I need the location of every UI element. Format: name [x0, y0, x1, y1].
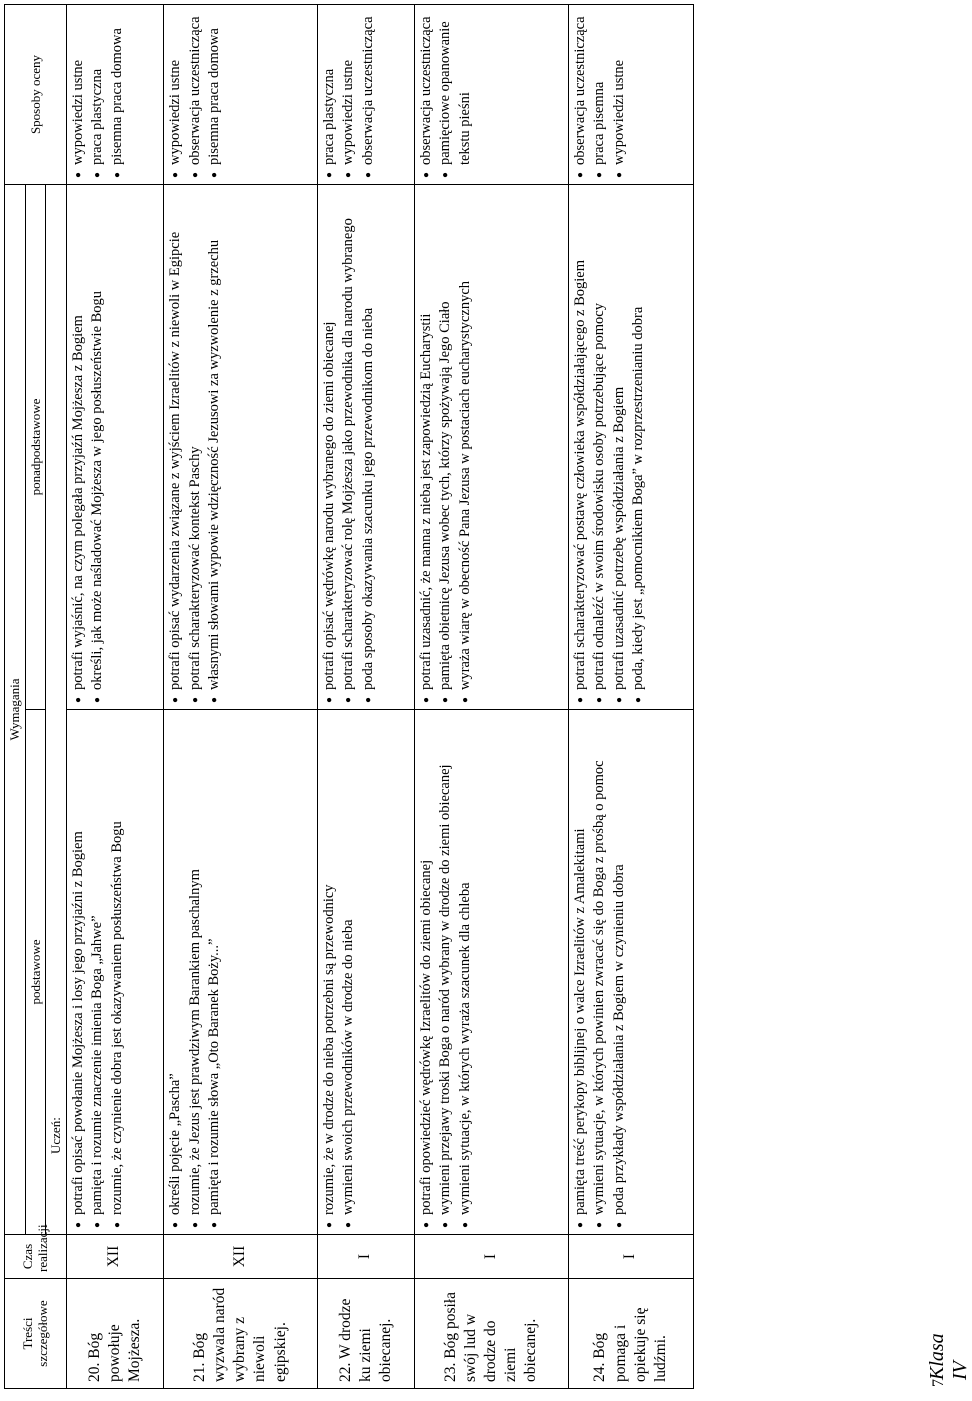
- assessment-cell: [317, 5, 414, 185]
- table-row: [317, 5, 414, 1389]
- topic-cell: 22. W drodze ku ziemi obiecanej.: [317, 1279, 414, 1389]
- time-cell: I: [317, 1235, 414, 1279]
- advanced-requirements-cell-list: [320, 191, 379, 703]
- list-item: ● potrafi odnaleźć w swoim środowisku osoby potrzebujące pomocy: [590, 191, 610, 690]
- topic-cell: 20. Bóg powołuje Mojżesza.: [66, 1279, 163, 1389]
- basic-requirements-cell: [414, 710, 568, 1235]
- table-body: [66, 5, 693, 1389]
- assessment-cell-list: [571, 11, 630, 178]
- list-item: ● wymieni przejawy troski Boga o naród wybrany w drodze do ziemi obiecanej: [436, 716, 456, 1215]
- list-item: ● pamięta treść perykopy biblijnej o walce Izraelitów z Amalekitami: [571, 716, 591, 1215]
- advanced-requirements-cell: [66, 185, 163, 710]
- list-item: ● obserwacja uczestnicząca: [571, 11, 591, 165]
- topic-cell: 21. Bóg wyzwala naród wybrany z niewoli egipskiej.: [164, 1279, 318, 1389]
- list-item: ● własnymi słowami wypowie wdzięczność Jezusowi za wyzwolenie z grzechu: [205, 191, 225, 690]
- list-item: ● pamięciowe opanowanie tekstu pieśni: [436, 11, 475, 165]
- advanced-requirements-cell-list: [571, 191, 649, 703]
- header-row-2: [25, 5, 46, 1389]
- table-row: [568, 5, 694, 1389]
- list-item: ● potrafi opisać wędrówkę narodu wybranego do ziemi obiecanej: [320, 191, 340, 690]
- table-row: [66, 5, 163, 1389]
- list-item: ● określi, jak może naśladować Mojżesza w jego posłuszeństwie Bogu: [88, 191, 108, 690]
- list-item: ● pisemna praca domowa: [205, 11, 225, 165]
- list-item: ● obserwacja uczestnicząca: [417, 11, 437, 165]
- page-number: 7: [930, 1379, 947, 1387]
- list-item: ● potrafi scharakteryzować kontekst Paschy: [186, 191, 206, 690]
- basic-requirements-cell-list: [166, 716, 225, 1228]
- assessment-cell-list: [166, 11, 225, 178]
- list-item: ● określi pojęcie „Pascha”: [166, 716, 186, 1215]
- time-cell: I: [568, 1235, 694, 1279]
- header-sposoby: Sposoby oceny: [5, 5, 67, 185]
- advanced-requirements-cell-list: [166, 191, 225, 703]
- basic-requirements-cell: [317, 710, 414, 1235]
- assessment-cell: [66, 5, 163, 185]
- assessment-cell-list: [69, 11, 128, 178]
- basic-requirements-cell-list: [69, 716, 128, 1228]
- list-item: ● poda przykłady współdziałania z Bogiem w czynieniu dobra: [610, 716, 630, 1215]
- list-item: ● obserwacja uczestnicząca: [186, 11, 206, 165]
- basic-requirements-cell: [164, 710, 318, 1235]
- list-item: ● poda sposoby okazywania szacunku jego przewodnikom do nieba: [359, 191, 379, 690]
- advanced-requirements-cell: [414, 185, 568, 710]
- header-row-3: [46, 5, 67, 1389]
- header-czas: Czas realizacji: [5, 1235, 67, 1279]
- list-item: ● wypowiedzi ustne: [166, 11, 186, 165]
- advanced-requirements-cell-list: [69, 191, 108, 703]
- list-item: ● poda, kiedy jest „pomocnikiem Boga” w rozprzestrzenianiu dobra: [629, 191, 649, 690]
- list-item: ● rozumie, że czynienie dobra jest okazywaniem posłuszeństwa Bogu: [108, 716, 128, 1215]
- assessment-cell: [568, 5, 694, 185]
- time-cell: XII: [66, 1235, 163, 1279]
- list-item: ● praca plastyczna: [88, 11, 108, 165]
- advanced-requirements-cell: [317, 185, 414, 710]
- time-cell: XII: [164, 1235, 318, 1279]
- header-uczen: Uczeń:: [46, 185, 67, 1235]
- advanced-requirements-cell: [164, 185, 318, 710]
- list-item: ● potrafi scharakteryzować rolę Mojżesza jako przewodnika dla narodu wybranego: [339, 191, 359, 690]
- header-tresci: Treści szczegółowe: [5, 1279, 67, 1389]
- assessment-cell-list: [417, 11, 476, 178]
- class-label: Klasa IV: [926, 1333, 971, 1380]
- requirements-table: [4, 4, 694, 1389]
- basic-requirements-cell: [568, 710, 694, 1235]
- list-item: ● potrafi opisać powołanie Mojżesza i losy jego przyjaźni z Bogiem: [69, 716, 89, 1215]
- list-item: ● praca plastyczna: [320, 11, 340, 165]
- advanced-requirements-cell: [568, 185, 694, 710]
- list-item: ● praca pisemna: [590, 11, 610, 165]
- list-item: ● potrafi wyjaśnić, na czym polegała przyjaźń Mojżesza z Bogiem: [69, 191, 89, 690]
- advanced-requirements-cell-list: [417, 191, 476, 703]
- list-item: ● obserwacja uczestnicząca: [359, 11, 379, 165]
- topic-cell: 24. Bóg pomaga i opiekuje się ludźmi.: [568, 1279, 694, 1389]
- header-row-1: [5, 5, 26, 1389]
- table-row: [414, 5, 568, 1389]
- basic-requirements-cell: [66, 710, 163, 1235]
- list-item: ● pamięta i rozumie słowa „Oto Baranek Boży...”: [205, 716, 225, 1215]
- list-item: ● pisemna praca domowa: [108, 11, 128, 165]
- list-item: ● wymieni swoich przewodników w drodze do nieba: [339, 716, 359, 1215]
- list-item: ● wymieni sytuacje, w których powinien zwracać się do Boga z prośbą o pomoc: [590, 716, 610, 1215]
- topic-cell: 23. Bóg posiła swój lud w drodze do ziemi obiecanej.: [414, 1279, 568, 1389]
- table-row: [164, 5, 318, 1389]
- list-item: ● wymieni sytuacje, w których wyraża szacunek dla chleba: [456, 716, 476, 1215]
- header-ponadpodstawowe: ponadpodstawowe: [25, 185, 46, 710]
- list-item: ● potrafi uzasadnić potrzebę współdziałania z Bogiem: [610, 191, 630, 690]
- basic-requirements-cell-list: [417, 716, 476, 1228]
- list-item: ● potrafi uzasadnić, że manna z nieba jest zapowiedzią Eucharystii: [417, 191, 437, 690]
- assessment-cell: [414, 5, 568, 185]
- header-podstawowe: podstawowe: [25, 710, 46, 1235]
- assessment-cell: [164, 5, 318, 185]
- list-item: ● wypowiedzi ustne: [339, 11, 359, 165]
- header-wymagania: Wymagania: [5, 185, 26, 1235]
- list-item: ● rozumie, że w drodze do nieba potrzebni są przewodnicy: [320, 716, 340, 1215]
- list-item: ● potrafi scharakteryzować postawę człowieka współdziałającego z Bogiem: [571, 191, 591, 690]
- list-item: ● wypowiedzi ustne: [69, 11, 89, 165]
- time-cell: I: [414, 1235, 568, 1279]
- list-item: ● wypowiedzi ustne: [610, 11, 630, 165]
- assessment-cell-list: [320, 11, 379, 178]
- basic-requirements-cell-list: [320, 716, 359, 1228]
- list-item: ● pamięta i rozumie znaczenie imienia Boga „Jahwe”: [88, 716, 108, 1215]
- list-item: ● wyraża wiarę w obecność Pana Jezusa w postaciach eucharystycznych: [456, 191, 476, 690]
- list-item: ● rozumie, że Jezus jest prawdziwym Barankiem paschalnym: [186, 716, 206, 1215]
- list-item: ● potrafi opowiedzieć wędrówkę Izraelitów do ziemi obiecanej: [417, 716, 437, 1215]
- list-item: ● potrafi opisać wydarzenia związane z wyjściem Izraelitów z niewoli w Egipcie: [166, 191, 186, 690]
- basic-requirements-cell-list: [571, 716, 630, 1228]
- list-item: ● pamięta obietnicę Jezusa wobec tych, którzy spożywają Jego Ciało: [436, 191, 456, 690]
